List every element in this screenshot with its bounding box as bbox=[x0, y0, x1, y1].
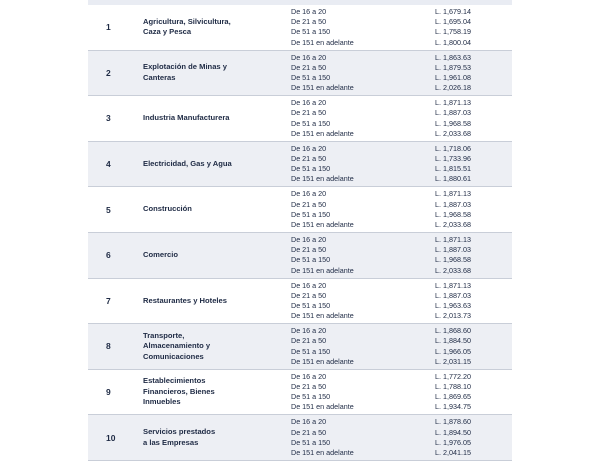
employee-range: De 21 a 50 bbox=[291, 427, 327, 437]
tier-line bbox=[291, 119, 471, 129]
wage-amount: L. 1,788.10 bbox=[435, 381, 471, 391]
employee-range: De 21 a 50 bbox=[291, 381, 327, 391]
row-number: 2 bbox=[106, 67, 111, 78]
sector-name: Electricidad, Gas y Agua bbox=[143, 158, 232, 168]
employee-range: De 51 a 150 bbox=[291, 346, 331, 356]
wage-amount: L. 1,863.63 bbox=[435, 52, 471, 62]
tier-line bbox=[291, 200, 471, 210]
employee-range: De 21 a 50 bbox=[291, 62, 327, 72]
wage-amount: L. 2,013.73 bbox=[435, 311, 471, 321]
wage-amount: L. 1,968.58 bbox=[435, 118, 471, 128]
tier-line bbox=[291, 210, 471, 220]
employee-range-list bbox=[291, 7, 471, 48]
wage-amount: L. 1,934.75 bbox=[435, 402, 471, 412]
employee-range: De 51 a 150 bbox=[291, 255, 331, 265]
tier-line bbox=[291, 98, 471, 108]
employee-range: De 151 en adelante bbox=[291, 174, 354, 184]
tier-line bbox=[291, 301, 471, 311]
sector-name: Servicios prestados a las Empresas bbox=[143, 427, 216, 447]
tier-line bbox=[291, 402, 471, 412]
tier-line bbox=[291, 281, 471, 291]
tier-line bbox=[291, 392, 471, 402]
wage-amount: L. 1,884.50 bbox=[435, 336, 471, 346]
tier-line bbox=[291, 38, 471, 48]
employee-range-list bbox=[291, 98, 471, 139]
wage-amount: L. 2,041.15 bbox=[435, 447, 471, 457]
employee-range: De 51 a 150 bbox=[291, 72, 331, 82]
tier-line bbox=[291, 164, 471, 174]
wage-amount: L. 1,800.04 bbox=[435, 37, 471, 47]
wage-amount: L. 1,815.51 bbox=[435, 164, 471, 174]
table-row bbox=[88, 5, 512, 51]
employee-range: De 21 a 50 bbox=[291, 245, 327, 255]
employee-range: De 151 en adelante bbox=[291, 265, 354, 275]
wage-amount: L. 1,871.13 bbox=[435, 98, 471, 108]
employee-range: De 16 a 20 bbox=[291, 143, 327, 153]
row-number: 7 bbox=[106, 295, 111, 306]
employee-range: De 21 a 50 bbox=[291, 199, 327, 209]
employee-range: De 21 a 50 bbox=[291, 290, 327, 300]
tier-line bbox=[291, 53, 471, 63]
row-number: 4 bbox=[106, 159, 111, 170]
tier-line bbox=[291, 255, 471, 265]
tier-line bbox=[291, 347, 471, 357]
sector-name: Establecimientos Financieros, Bienes Inmuebles bbox=[143, 376, 215, 407]
row-number: 5 bbox=[106, 204, 111, 215]
employee-range: De 16 a 20 bbox=[291, 234, 327, 244]
table-row bbox=[88, 370, 512, 416]
wage-amount: L. 1,887.03 bbox=[435, 290, 471, 300]
tier-line bbox=[291, 63, 471, 73]
employee-range: De 21 a 50 bbox=[291, 17, 327, 27]
employee-range: De 151 en adelante bbox=[291, 356, 354, 366]
wage-amount: L. 1,880.61 bbox=[435, 174, 471, 184]
employee-range: De 51 a 150 bbox=[291, 209, 331, 219]
sector-name: Industria Manufacturera bbox=[143, 113, 230, 123]
employee-range-list bbox=[291, 372, 471, 413]
tier-line bbox=[291, 154, 471, 164]
wage-amount: L. 1,772.20 bbox=[435, 371, 471, 381]
employee-range-list bbox=[291, 326, 471, 367]
sector-name: Explotación de Minas y Canteras bbox=[143, 62, 227, 82]
tier-line bbox=[291, 174, 471, 184]
wage-amount: L. 2,031.15 bbox=[435, 356, 471, 366]
employee-range: De 21 a 50 bbox=[291, 108, 327, 118]
tier-line bbox=[291, 417, 471, 427]
employee-range: De 151 en adelante bbox=[291, 447, 354, 457]
employee-range: De 16 a 20 bbox=[291, 52, 327, 62]
row-number: 8 bbox=[106, 341, 111, 352]
employee-range: De 151 en adelante bbox=[291, 219, 354, 229]
wage-amount: L. 1,894.50 bbox=[435, 427, 471, 437]
row-number: 9 bbox=[106, 387, 111, 398]
employee-range: De 151 en adelante bbox=[291, 83, 354, 93]
wage-amount: L. 1,871.13 bbox=[435, 234, 471, 244]
employee-range: De 151 en adelante bbox=[291, 128, 354, 138]
wage-amount: L. 1,733.96 bbox=[435, 153, 471, 163]
tier-line bbox=[291, 266, 471, 276]
tier-line bbox=[291, 448, 471, 458]
tier-line bbox=[291, 326, 471, 336]
tier-line bbox=[291, 336, 471, 346]
table-row bbox=[88, 187, 512, 233]
wage-amount: L. 1,878.60 bbox=[435, 417, 471, 427]
employee-range: De 16 a 20 bbox=[291, 326, 327, 336]
tier-line bbox=[291, 235, 471, 245]
table-row bbox=[88, 324, 512, 370]
employee-range: De 16 a 20 bbox=[291, 98, 327, 108]
tier-line bbox=[291, 428, 471, 438]
employee-range-list bbox=[291, 144, 471, 185]
table-row bbox=[88, 233, 512, 279]
tier-line bbox=[291, 291, 471, 301]
wage-amount: L. 1,961.08 bbox=[435, 72, 471, 82]
table-row bbox=[88, 279, 512, 325]
tier-line bbox=[291, 73, 471, 83]
table-row bbox=[88, 96, 512, 142]
employee-range: De 51 a 150 bbox=[291, 164, 331, 174]
employee-range-list bbox=[291, 417, 471, 458]
row-number: 10 bbox=[106, 432, 116, 443]
tier-line bbox=[291, 372, 471, 382]
employee-range: De 21 a 50 bbox=[291, 336, 327, 346]
tier-line bbox=[291, 357, 471, 367]
employee-range: De 51 a 150 bbox=[291, 300, 331, 310]
tier-line bbox=[291, 220, 471, 230]
employee-range: De 51 a 150 bbox=[291, 118, 331, 128]
employee-range: De 16 a 20 bbox=[291, 280, 327, 290]
table-row bbox=[88, 415, 512, 461]
wage-amount: L. 1,887.03 bbox=[435, 245, 471, 255]
tier-line bbox=[291, 144, 471, 154]
wage-amount: L. 1,718.06 bbox=[435, 143, 471, 153]
employee-range: De 16 a 20 bbox=[291, 189, 327, 199]
wage-amount: L. 1,868.60 bbox=[435, 326, 471, 336]
employee-range-list bbox=[291, 189, 471, 230]
employee-range: De 21 a 50 bbox=[291, 153, 327, 163]
wage-amount: L. 2,026.18 bbox=[435, 83, 471, 93]
table-row bbox=[88, 51, 512, 97]
wage-amount: L. 1,879.53 bbox=[435, 62, 471, 72]
wage-amount: L. 1,758.19 bbox=[435, 27, 471, 37]
row-number: 1 bbox=[106, 22, 111, 33]
employee-range: De 51 a 150 bbox=[291, 27, 331, 37]
tier-line bbox=[291, 311, 471, 321]
employee-range: De 151 en adelante bbox=[291, 402, 354, 412]
wage-amount: L. 1,966.05 bbox=[435, 346, 471, 356]
employee-range: De 16 a 20 bbox=[291, 417, 327, 427]
employee-range-list bbox=[291, 53, 471, 94]
tier-line bbox=[291, 27, 471, 37]
employee-range: De 151 en adelante bbox=[291, 37, 354, 47]
table-row bbox=[88, 142, 512, 188]
tier-line bbox=[291, 83, 471, 93]
employee-range: De 16 a 20 bbox=[291, 371, 327, 381]
row-number: 3 bbox=[106, 113, 111, 124]
wage-amount: L. 2,033.68 bbox=[435, 128, 471, 138]
employee-range: De 16 a 20 bbox=[291, 7, 327, 16]
wage-amount: L. 1,869.65 bbox=[435, 392, 471, 402]
wage-amount: L. 1,871.13 bbox=[435, 189, 471, 199]
wage-amount: L. 1,679.14 bbox=[435, 7, 471, 16]
wage-amount: L. 1,968.58 bbox=[435, 209, 471, 219]
employee-range-list bbox=[291, 235, 471, 276]
tier-line bbox=[291, 382, 471, 392]
tier-line bbox=[291, 129, 471, 139]
wage-amount: L. 2,033.68 bbox=[435, 219, 471, 229]
wage-amount: L. 1,695.04 bbox=[435, 17, 471, 27]
row-number: 6 bbox=[106, 250, 111, 261]
employee-range: De 51 a 150 bbox=[291, 437, 331, 447]
wage-amount: L. 1,887.03 bbox=[435, 108, 471, 118]
employee-range: De 51 a 150 bbox=[291, 392, 331, 402]
tier-line bbox=[291, 108, 471, 118]
sector-name: Construcción bbox=[143, 204, 192, 214]
sector-name: Comercio bbox=[143, 250, 179, 260]
sector-name: Agricultura, Silvicultura, Caza y Pesca bbox=[143, 16, 231, 37]
sector-name: Transporte, Almacenamiento y Comunicaciones bbox=[143, 330, 211, 361]
employee-range: De 151 en adelante bbox=[291, 311, 354, 321]
tier-line bbox=[291, 438, 471, 448]
wage-amount: L. 1,887.03 bbox=[435, 199, 471, 209]
wage-table bbox=[88, 5, 512, 461]
tier-line bbox=[291, 7, 471, 17]
wage-amount: L. 1,968.58 bbox=[435, 255, 471, 265]
wage-amount: L. 1,871.13 bbox=[435, 280, 471, 290]
tier-line bbox=[291, 17, 471, 27]
wage-amount: L. 1,963.63 bbox=[435, 300, 471, 310]
wage-amount: L. 2,033.68 bbox=[435, 265, 471, 275]
wage-amount: L. 1,976.05 bbox=[435, 437, 471, 447]
tier-line bbox=[291, 245, 471, 255]
employee-range-list bbox=[291, 281, 471, 322]
tier-line bbox=[291, 189, 471, 199]
sector-name: Restaurantes y Hoteles bbox=[143, 295, 227, 305]
